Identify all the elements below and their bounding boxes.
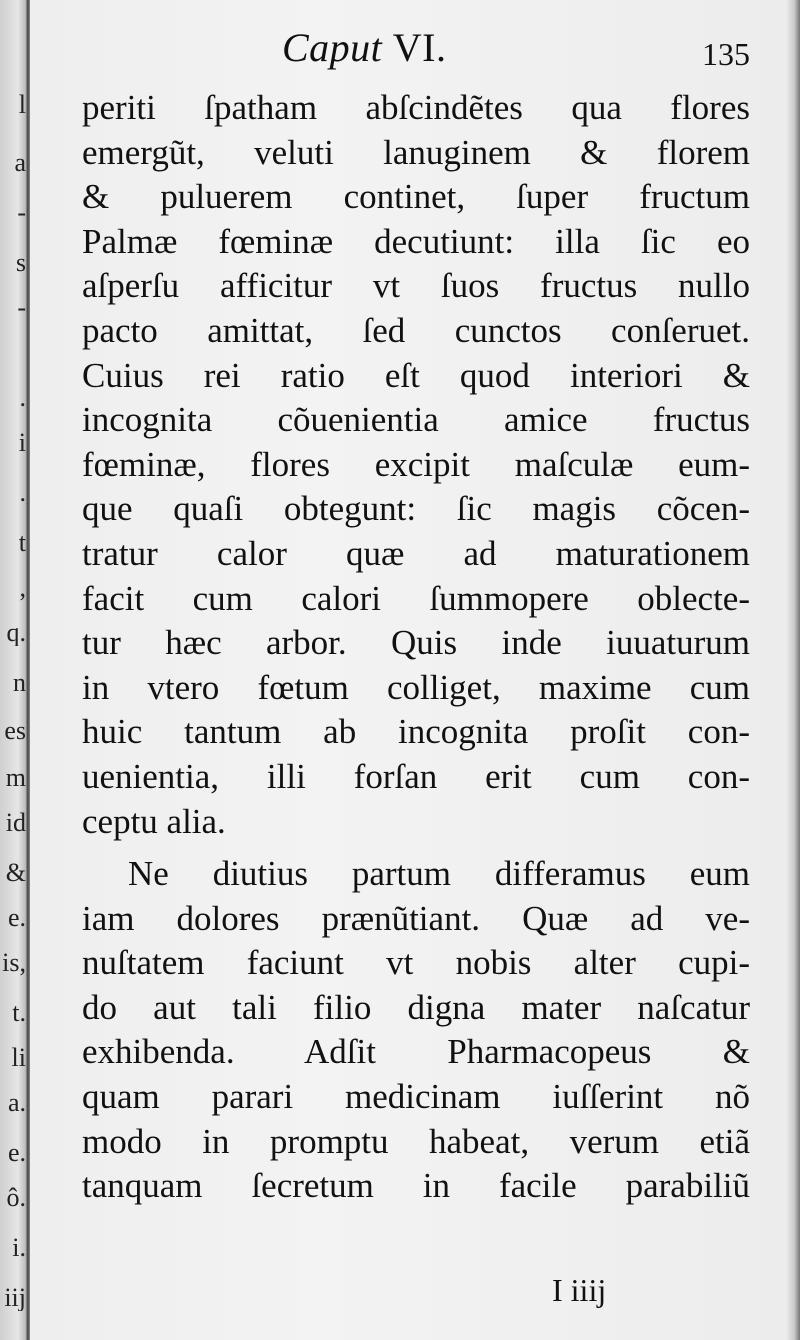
caput-word: Caput [282, 25, 383, 70]
text-line: Palmæ fœminæ decutiunt: illa ſic eo [82, 221, 750, 261]
gutter-fragment: . [19, 480, 26, 506]
text-line: exhibenda. Adſit Pharmacopeus & [82, 1032, 750, 1072]
gutter-fragment: s [15, 250, 26, 276]
text-line: huic tantum ab incognita proſit con- [82, 712, 750, 752]
facing-page-gutter [0, 0, 30, 1340]
gutter-fragment: t. [12, 1000, 26, 1026]
chapter-number: VI. [392, 25, 447, 70]
text-line: incognita cõuenientia amice fructus [82, 400, 750, 440]
text-line: Cuius rei ratio eſt quod interiori & [82, 355, 750, 395]
gutter-fragment: i. [12, 1235, 26, 1261]
text-line: quam parari medicinam iuſſerint nõ [82, 1077, 750, 1117]
text-line: nuſtatem faciunt vt nobis alter cupi- [82, 943, 750, 983]
gutter-fragment: . [19, 385, 26, 411]
text-line: iam dolores prænũtiant. Quæ ad ve- [82, 898, 750, 938]
running-head [82, 20, 750, 76]
gutter-fragment: es [4, 718, 26, 744]
gutter-fragment: ô. [6, 1185, 26, 1211]
text-line: Ne diutius partum differamus eum [128, 854, 750, 894]
page-number: 135 [702, 36, 750, 72]
text-line: tanquam ſecretum in facile parabiliũ [82, 1166, 750, 1206]
text-line: & puluerem continet, ſuper fructum [82, 177, 750, 217]
paragraph-gap [82, 844, 750, 852]
text-line: modo in promptu habeat, verum etiã [82, 1121, 750, 1161]
text-line: que quaſi obtegunt: ſic magis cõcen- [82, 489, 750, 529]
gutter-fragment: a [14, 150, 26, 176]
gutter-fragment: is, [2, 950, 26, 976]
text-line: emergũt, veluti lanuginem & florem [82, 132, 750, 172]
gutter-fragment: id [5, 810, 26, 836]
gutter-fragment: n [13, 670, 26, 696]
gutter-fragment: l [18, 92, 26, 118]
gutter-fragment: i [18, 430, 26, 456]
gutter-fragment: , [19, 575, 26, 601]
text-line: ceptu alia. [82, 801, 226, 841]
gutter-fragment: m [5, 765, 26, 791]
gutter-fragment: e. [7, 1140, 26, 1166]
signature-mark: I iiij [552, 1272, 607, 1308]
gutter-fragment: e. [7, 905, 26, 931]
text-line: fœminæ, flores excipit maſculæ eum- [82, 444, 750, 484]
gutter-fragment: iij [4, 1285, 26, 1311]
text-line: do aut tali filio digna mater naſcatur [82, 987, 750, 1027]
text-line: periti ſpatham abſcindẽtes qua flores [82, 88, 750, 127]
text-line: tur hæc arbor. Quis inde iuuaturum [82, 623, 750, 663]
gutter-fragment: & [5, 860, 26, 886]
book-page [82, 20, 750, 1320]
gutter-fragment: - [17, 200, 26, 226]
gutter-fragment: t [18, 530, 26, 556]
text-line: aſperſu afficitur vt ſuos fructus nullo [82, 266, 750, 306]
gutter-fragment: li [11, 1045, 26, 1071]
text-line: facit cum calori ſummopere oblecte- [82, 578, 750, 618]
text-line: in vtero fœtum colliget, maxime cum [82, 667, 750, 707]
body-text [82, 86, 750, 1209]
gutter-fragment: a. [7, 1090, 26, 1116]
gutter-fragment: q. [6, 620, 26, 646]
text-line: uenientia, illi forſan erit cum con- [82, 756, 750, 796]
chapter-heading [282, 24, 447, 71]
text-line: tratur calor quæ ad maturationem [82, 533, 750, 573]
page-edge-shadow [786, 0, 800, 1340]
text-line: pacto amittat, ſed cunctos conſeruet. [82, 310, 750, 350]
gutter-fragment: - [17, 295, 26, 321]
